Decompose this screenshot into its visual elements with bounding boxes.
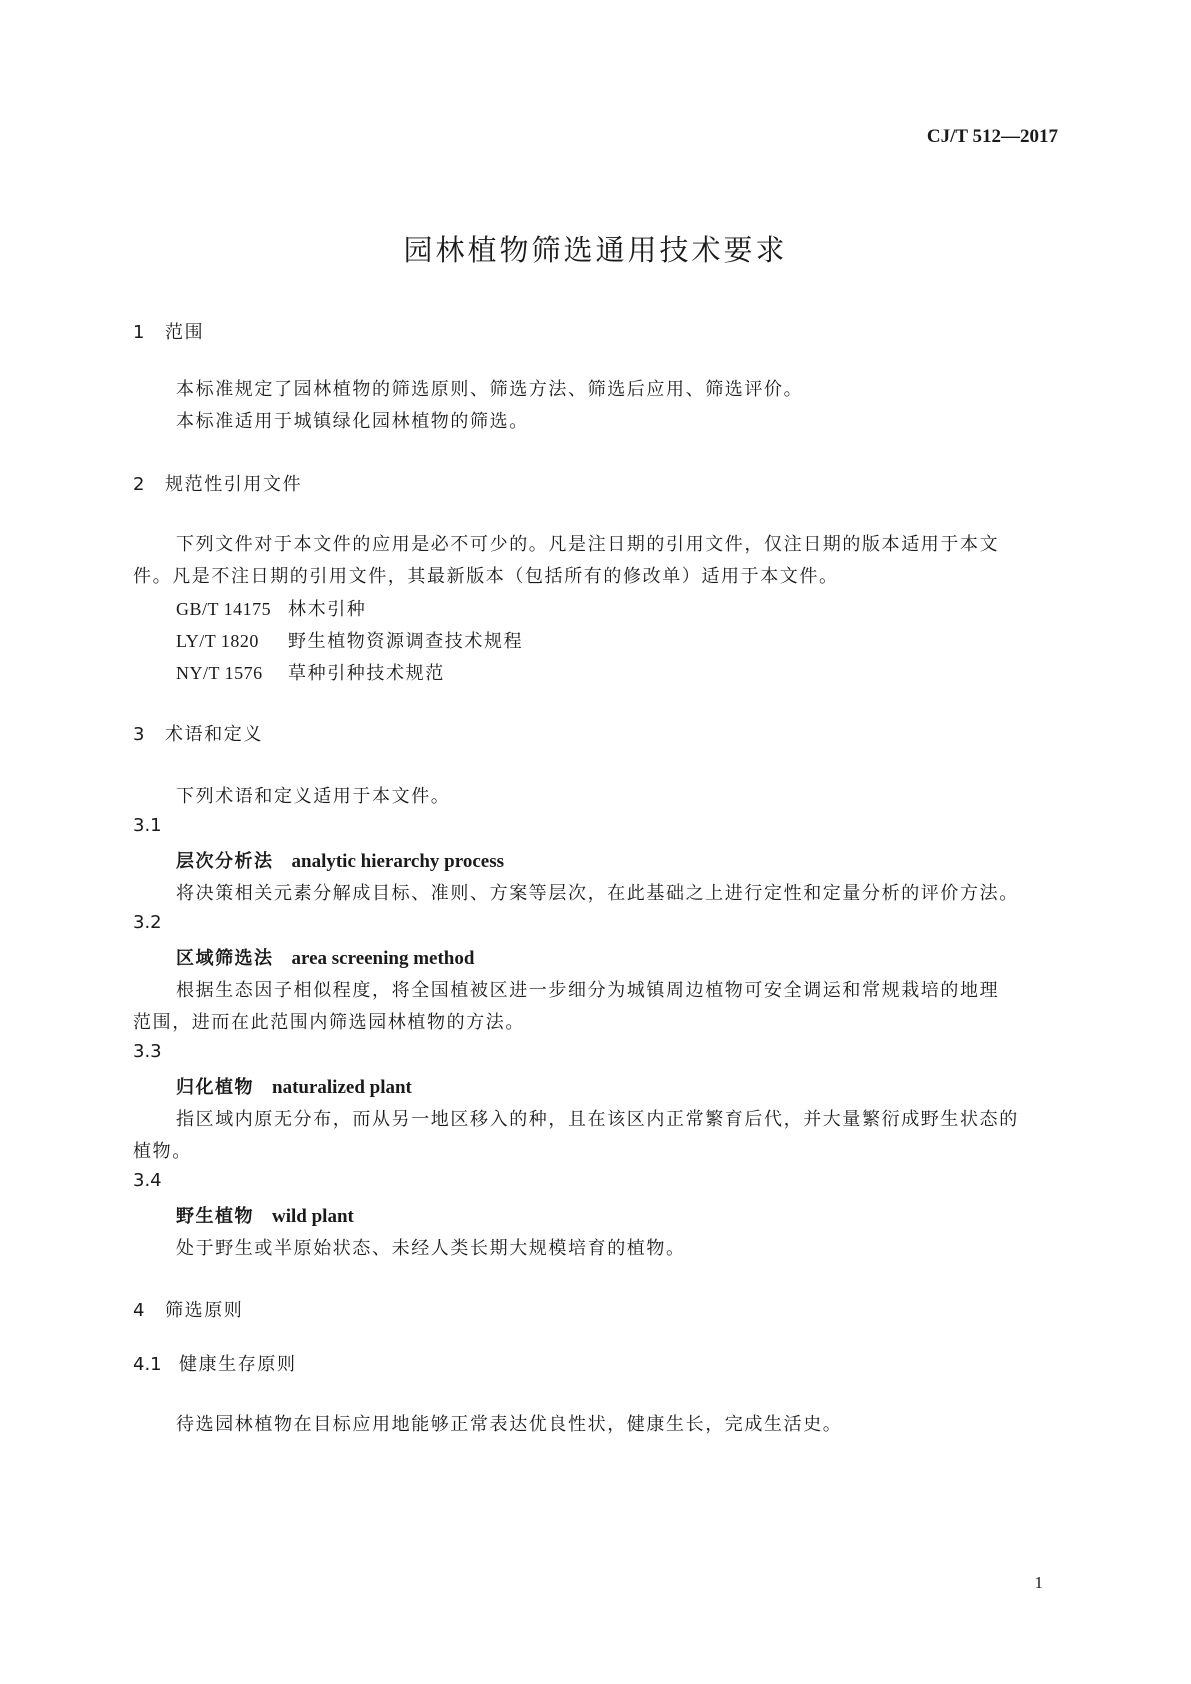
term-number: 3.3 [133, 1041, 162, 1062]
section-title: 筛选原则 [165, 1300, 244, 1321]
section-title: 规范性引用文件 [165, 474, 303, 495]
term-chinese: 层次分析法 [176, 851, 274, 872]
document-title: 园林植物筛选通用技术要求 [403, 233, 788, 267]
section-heading-4 [133, 1296, 243, 1322]
term-chinese: 归化植物 [176, 1077, 254, 1098]
term-definition: 指区域内原无分布，而从另一地区移入的种，且在该区内正常繁育后代，并大量繁衍成野生状态的 [176, 1109, 1019, 1130]
term-definition: 范围，进而在此范围内筛选园林植物的方法。 [133, 1012, 525, 1033]
term-entry [176, 1202, 354, 1228]
paragraph: 待选园林植物在目标应用地能够正常表达优良性状，健康生长，完成生活史。 [176, 1414, 843, 1435]
subsection-heading-4-1 [133, 1350, 297, 1376]
term-definition: 将决策相关元素分解成目标、准则、方案等层次，在此基础之上进行定性和定量分析的评价方法。 [176, 883, 1019, 904]
document-id: CJ/T 512—2017 [926, 126, 1058, 147]
subsection-number: 4.1 [133, 1354, 162, 1375]
reference-code: LY/T 1820 [176, 631, 259, 651]
reference-name: 林木引种 [288, 599, 367, 620]
term-number: 3.1 [133, 815, 162, 836]
section-heading-1 [133, 318, 204, 344]
page-number: 1 [1034, 1573, 1043, 1592]
reference-item [176, 595, 366, 621]
paragraph: 下列文件对于本文件的应用是必不可少的。凡是注日期的引用文件，仅注日期的版本适用于本文 [176, 534, 1000, 555]
section-number: 2 [133, 474, 145, 495]
paragraph: 本标准规定了园林植物的筛选原则、筛选方法、筛选后应用、筛选评价。 [176, 379, 804, 400]
section-heading-3 [133, 720, 263, 746]
section-number: 3 [133, 724, 145, 745]
subsection-title: 健康生存原则 [179, 1354, 297, 1375]
term-english: wild plant [272, 1206, 354, 1227]
term-definition: 植物。 [133, 1141, 192, 1162]
section-title: 术语和定义 [165, 724, 263, 745]
section-heading-2 [133, 470, 302, 496]
term-entry [176, 847, 504, 873]
term-entry [176, 944, 474, 970]
paragraph: 本标准适用于城镇绿化园林植物的筛选。 [176, 411, 529, 432]
section-number: 1 [133, 322, 145, 343]
section-number: 4 [133, 1300, 145, 1321]
term-english: analytic hierarchy process [291, 851, 504, 872]
section-title: 范围 [165, 322, 205, 343]
reference-item [176, 659, 445, 685]
reference-code: NY/T 1576 [176, 663, 263, 683]
term-english: area screening method [291, 948, 475, 969]
term-number: 3.4 [133, 1170, 162, 1191]
paragraph: 下列术语和定义适用于本文件。 [176, 786, 451, 807]
reference-code: GB/T 14175 [176, 599, 272, 619]
reference-name: 野生植物资源调查技术规程 [288, 631, 524, 652]
term-number: 3.2 [133, 912, 162, 933]
term-english: naturalized plant [272, 1077, 412, 1098]
reference-item [176, 627, 523, 653]
term-chinese: 野生植物 [176, 1206, 254, 1227]
reference-name: 草种引种技术规范 [288, 663, 445, 684]
term-chinese: 区域筛选法 [176, 948, 274, 969]
term-entry [176, 1073, 412, 1099]
term-definition: 根据生态因子相似程度，将全国植被区进一步细分为城镇周边植物可安全调运和常规栽培的地理 [176, 980, 1000, 1001]
term-definition: 处于野生或半原始状态、未经人类长期大规模培育的植物。 [176, 1238, 686, 1259]
paragraph: 件。凡是不注日期的引用文件，其最新版本（包括所有的修改单）适用于本文件。 [133, 566, 839, 587]
